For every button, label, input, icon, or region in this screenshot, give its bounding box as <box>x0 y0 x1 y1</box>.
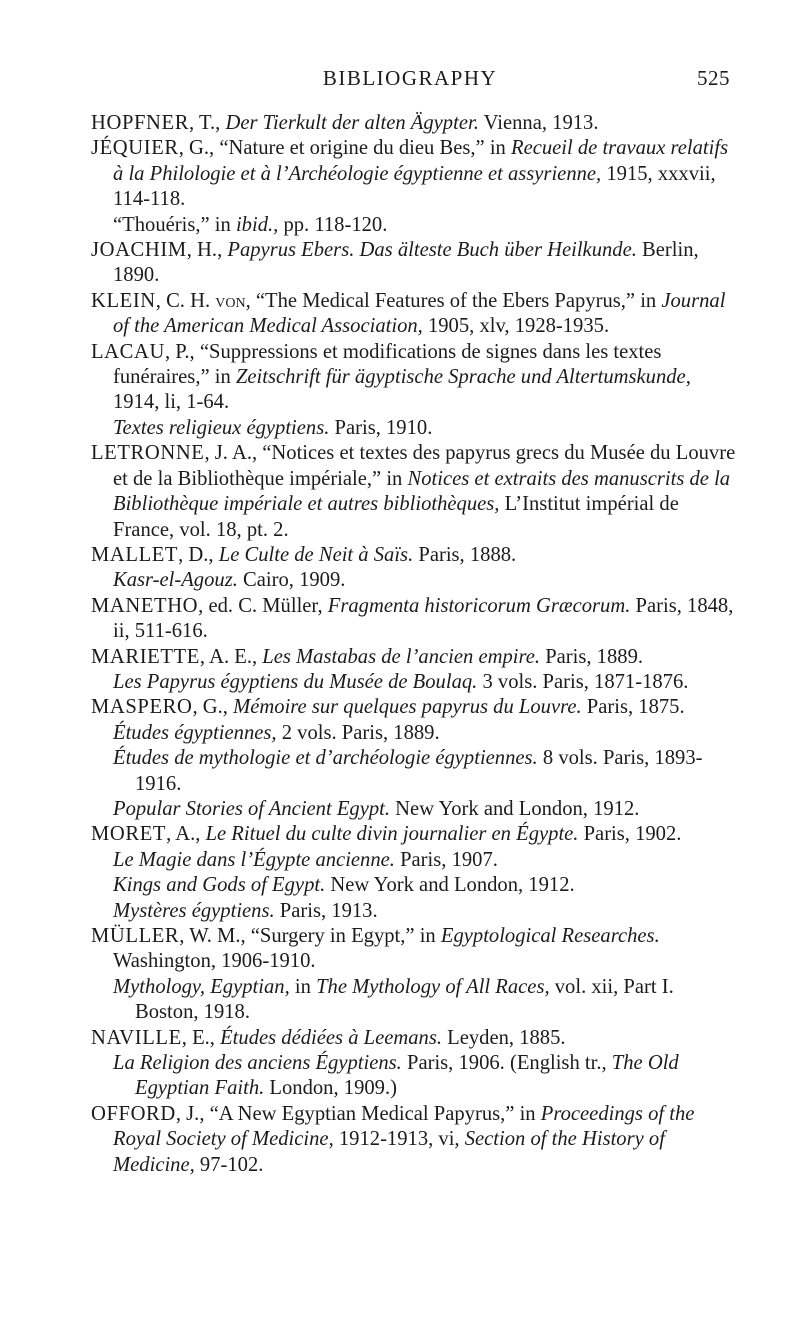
publication-info: Paris, 1888. <box>413 543 517 566</box>
bib-entry-continued <box>91 213 741 238</box>
work-title: The Old Egyptian Faith. <box>135 1052 679 1100</box>
publication-info: Cairo, 1909. <box>237 569 346 592</box>
bib-entry <box>91 543 741 568</box>
bibliography-list <box>91 111 741 1178</box>
bib-entry <box>91 340 741 416</box>
entry-text: , A., <box>166 823 206 846</box>
work-title: Les Papyrus égyptiens du Musée de Boulaq. <box>113 670 478 693</box>
bib-entry <box>91 441 741 543</box>
nobiliary-particle: von <box>215 289 246 312</box>
work-title: Mémoire sur quelques papyrus du Louvre. <box>233 696 582 719</box>
work-title: Fragmenta historicorum Græcorum. <box>327 594 631 617</box>
publication-info: Vienna, 1913. <box>478 112 599 134</box>
author-name: OFFORD <box>91 1102 176 1125</box>
page-number: 525 <box>697 66 730 90</box>
entry-text: , D., <box>178 543 219 566</box>
entry-text: , J., “A New Egyptian Medical Papyrus,” in <box>175 1102 541 1125</box>
running-title: BIBLIOGRAPHY <box>322 66 498 90</box>
author-name: NAVILLE <box>91 1026 182 1049</box>
work-title: Notices et extraits des manuscrits de la Bibliothèque impériale et autres bibliothèques, <box>113 467 731 516</box>
bib-entry-continued <box>91 1051 741 1102</box>
work-title: Textes religieux égyptiens. <box>113 416 330 439</box>
work-title: Kings and Gods of Egypt. <box>113 874 326 897</box>
bib-entry-continued <box>91 797 741 822</box>
bib-entry <box>91 822 741 847</box>
author-name: HOPFNER <box>91 112 190 134</box>
publication-info: pp. 118-120. <box>278 213 388 236</box>
publication-info: 1912-1913, vi, <box>333 1128 465 1151</box>
entry-text: , G., <box>192 696 234 719</box>
author-name: JOACHIM <box>91 239 187 262</box>
publication-info: Paris, 1906. (English tr., <box>401 1052 612 1075</box>
publication-info: vol. xii, Part I. Boston, 1918. <box>135 975 674 1024</box>
work-title: Mythology, Egyptian, <box>113 975 290 998</box>
bib-entry <box>91 238 741 289</box>
publication-info: 2 vols. Paris, 1889. <box>276 721 440 744</box>
entry-text: , C. H. <box>155 289 216 312</box>
bib-entry <box>91 136 741 212</box>
publication-info: Paris, 1902. <box>578 823 682 846</box>
bib-entry-continued <box>91 746 741 797</box>
author-name: JÉQUIER <box>91 137 179 160</box>
publication-info: Washington, 1906-1910. <box>113 950 316 973</box>
author-name: MORET <box>91 823 167 846</box>
entry-text: , A. E., <box>199 645 263 668</box>
author-name: MÜLLER <box>91 925 180 947</box>
author-name: MASPERO <box>91 696 193 719</box>
bib-entry-continued <box>91 670 741 695</box>
bib-entry-continued <box>91 416 741 441</box>
publication-info: 3 vols. Paris, 1871-1876. <box>477 670 689 693</box>
publication-info: 8 vols. Paris, 1893-1916. <box>135 747 703 795</box>
bib-entry-continued <box>91 873 741 898</box>
work-title: Der Tierkult der alten Ägypter. <box>225 112 479 134</box>
entry-text: “Thouéris,” in <box>113 213 236 236</box>
publication-info: Paris, 1889. <box>540 645 644 668</box>
bib-entry <box>91 924 741 975</box>
bib-entry-continued <box>91 848 741 873</box>
work-title: Études dédiées à Leemans. <box>220 1026 442 1049</box>
work-title: Proceedings of the Royal Society of Medicine, <box>113 1102 695 1151</box>
publication-info: New York and London, 1912. <box>390 797 640 820</box>
entry-text: , P., “Suppressions et modifications de signes dans les textes funéraires,” in <box>113 340 662 389</box>
work-title: Le Culte de Neit à Saïs. <box>218 543 414 566</box>
author-name: KLEIN <box>91 289 156 312</box>
bib-entry <box>91 645 741 670</box>
publication-info: 1905, xlv, 1928-1935. <box>422 315 610 338</box>
entry-text: , H., <box>186 239 228 262</box>
work-title: Mystères égyptiens. <box>113 899 275 922</box>
work-title: ibid., <box>235 213 279 236</box>
work-title: Le Rituel du culte divin journalier en Égypte. <box>205 823 579 846</box>
bib-entry <box>91 1102 741 1178</box>
author-name: MANETHO <box>91 594 199 617</box>
bib-entry-continued <box>91 568 741 593</box>
work-title: Études égyptiennes, <box>113 721 277 744</box>
publication-info: Paris, 1875. <box>581 696 685 719</box>
publication-info: Leyden, 1885. <box>442 1026 566 1049</box>
bib-entry-continued <box>91 721 741 746</box>
entry-text: , T., <box>189 112 226 134</box>
entry-text: , G., “Nature et origine du dieu Bes,” in <box>178 137 511 160</box>
work-title: Les Mastabas de l’ancien empire. <box>262 645 541 668</box>
work-title: Papyrus Ebers. Das älteste Buch über Heilkunde. <box>227 239 637 262</box>
bib-entry-continued <box>91 975 741 1026</box>
bib-entry <box>91 594 741 645</box>
entry-text: , W. M., “Surgery in Egypt,” in <box>179 925 441 947</box>
publication-info: Paris, 1913. <box>274 899 378 922</box>
publication-info: 1914, li, 1-64. <box>113 391 230 414</box>
author-name: LACAU <box>91 340 165 363</box>
entry-text: , E., <box>181 1026 221 1049</box>
work-title: Egyptological Researches. <box>440 925 660 947</box>
publication-info: Paris, 1910. <box>329 416 433 439</box>
author-name: MALLET <box>91 543 179 566</box>
bib-entry <box>91 289 741 340</box>
author-name: LETRONNE <box>91 442 205 465</box>
entry-text: , “The Medical Features of the Ebers Papyrus,” in <box>245 289 662 312</box>
work-title: The Mythology of All Races, <box>316 975 550 998</box>
work-title: La Religion des anciens Égyptiens. <box>113 1052 402 1075</box>
work-title: Popular Stories of Ancient Egypt. <box>113 797 391 820</box>
publication-info: 1915, xxxvii, 114-118. <box>113 162 716 211</box>
work-title: Journal of the American Medical Association, <box>113 289 726 338</box>
publication-info: Paris, 1848, ii, 511-616. <box>113 594 734 643</box>
bib-entry <box>91 695 741 720</box>
author-name: MARIETTE <box>91 645 200 668</box>
entry-text: , ed. C. Müller, <box>198 594 328 617</box>
bib-entry <box>91 111 741 136</box>
work-title: Recueil de travaux relatifs à la Philologie et à l’Archéologie égyptienne et assyrienne, <box>113 137 729 185</box>
publication-info: Berlin, 1890. <box>113 239 699 287</box>
work-title: Section of the History of Medicine, <box>113 1128 665 1176</box>
publication-info: New York and London, 1912. <box>325 874 575 897</box>
work-title: Kasr-el-Agouz. <box>113 569 238 592</box>
entry-text: in <box>289 975 317 998</box>
work-title: Études de mythologie et d’archéologie égyptiennes. <box>113 747 538 770</box>
publication-info: London, 1909.) <box>264 1077 397 1100</box>
work-title: Zeitschrift für ägyptische Sprache und Altertumskunde, <box>235 366 691 389</box>
publication-info: Paris, 1907. <box>394 848 498 871</box>
work-title: Le Magie dans l’Égypte ancienne. <box>113 848 395 871</box>
running-head <box>90 66 730 96</box>
bib-entry <box>91 1026 741 1051</box>
entry-text: , J. A., “Notices et textes des papyrus grecs du Musée du Louvre et de la Bibliothèque impériale,” in <box>113 442 736 490</box>
publication-info: L’Institut impérial de France, vol. 18, pt. 2. <box>113 493 679 541</box>
bib-entry-continued <box>91 899 741 924</box>
publication-info: 97-102. <box>194 1153 264 1176</box>
